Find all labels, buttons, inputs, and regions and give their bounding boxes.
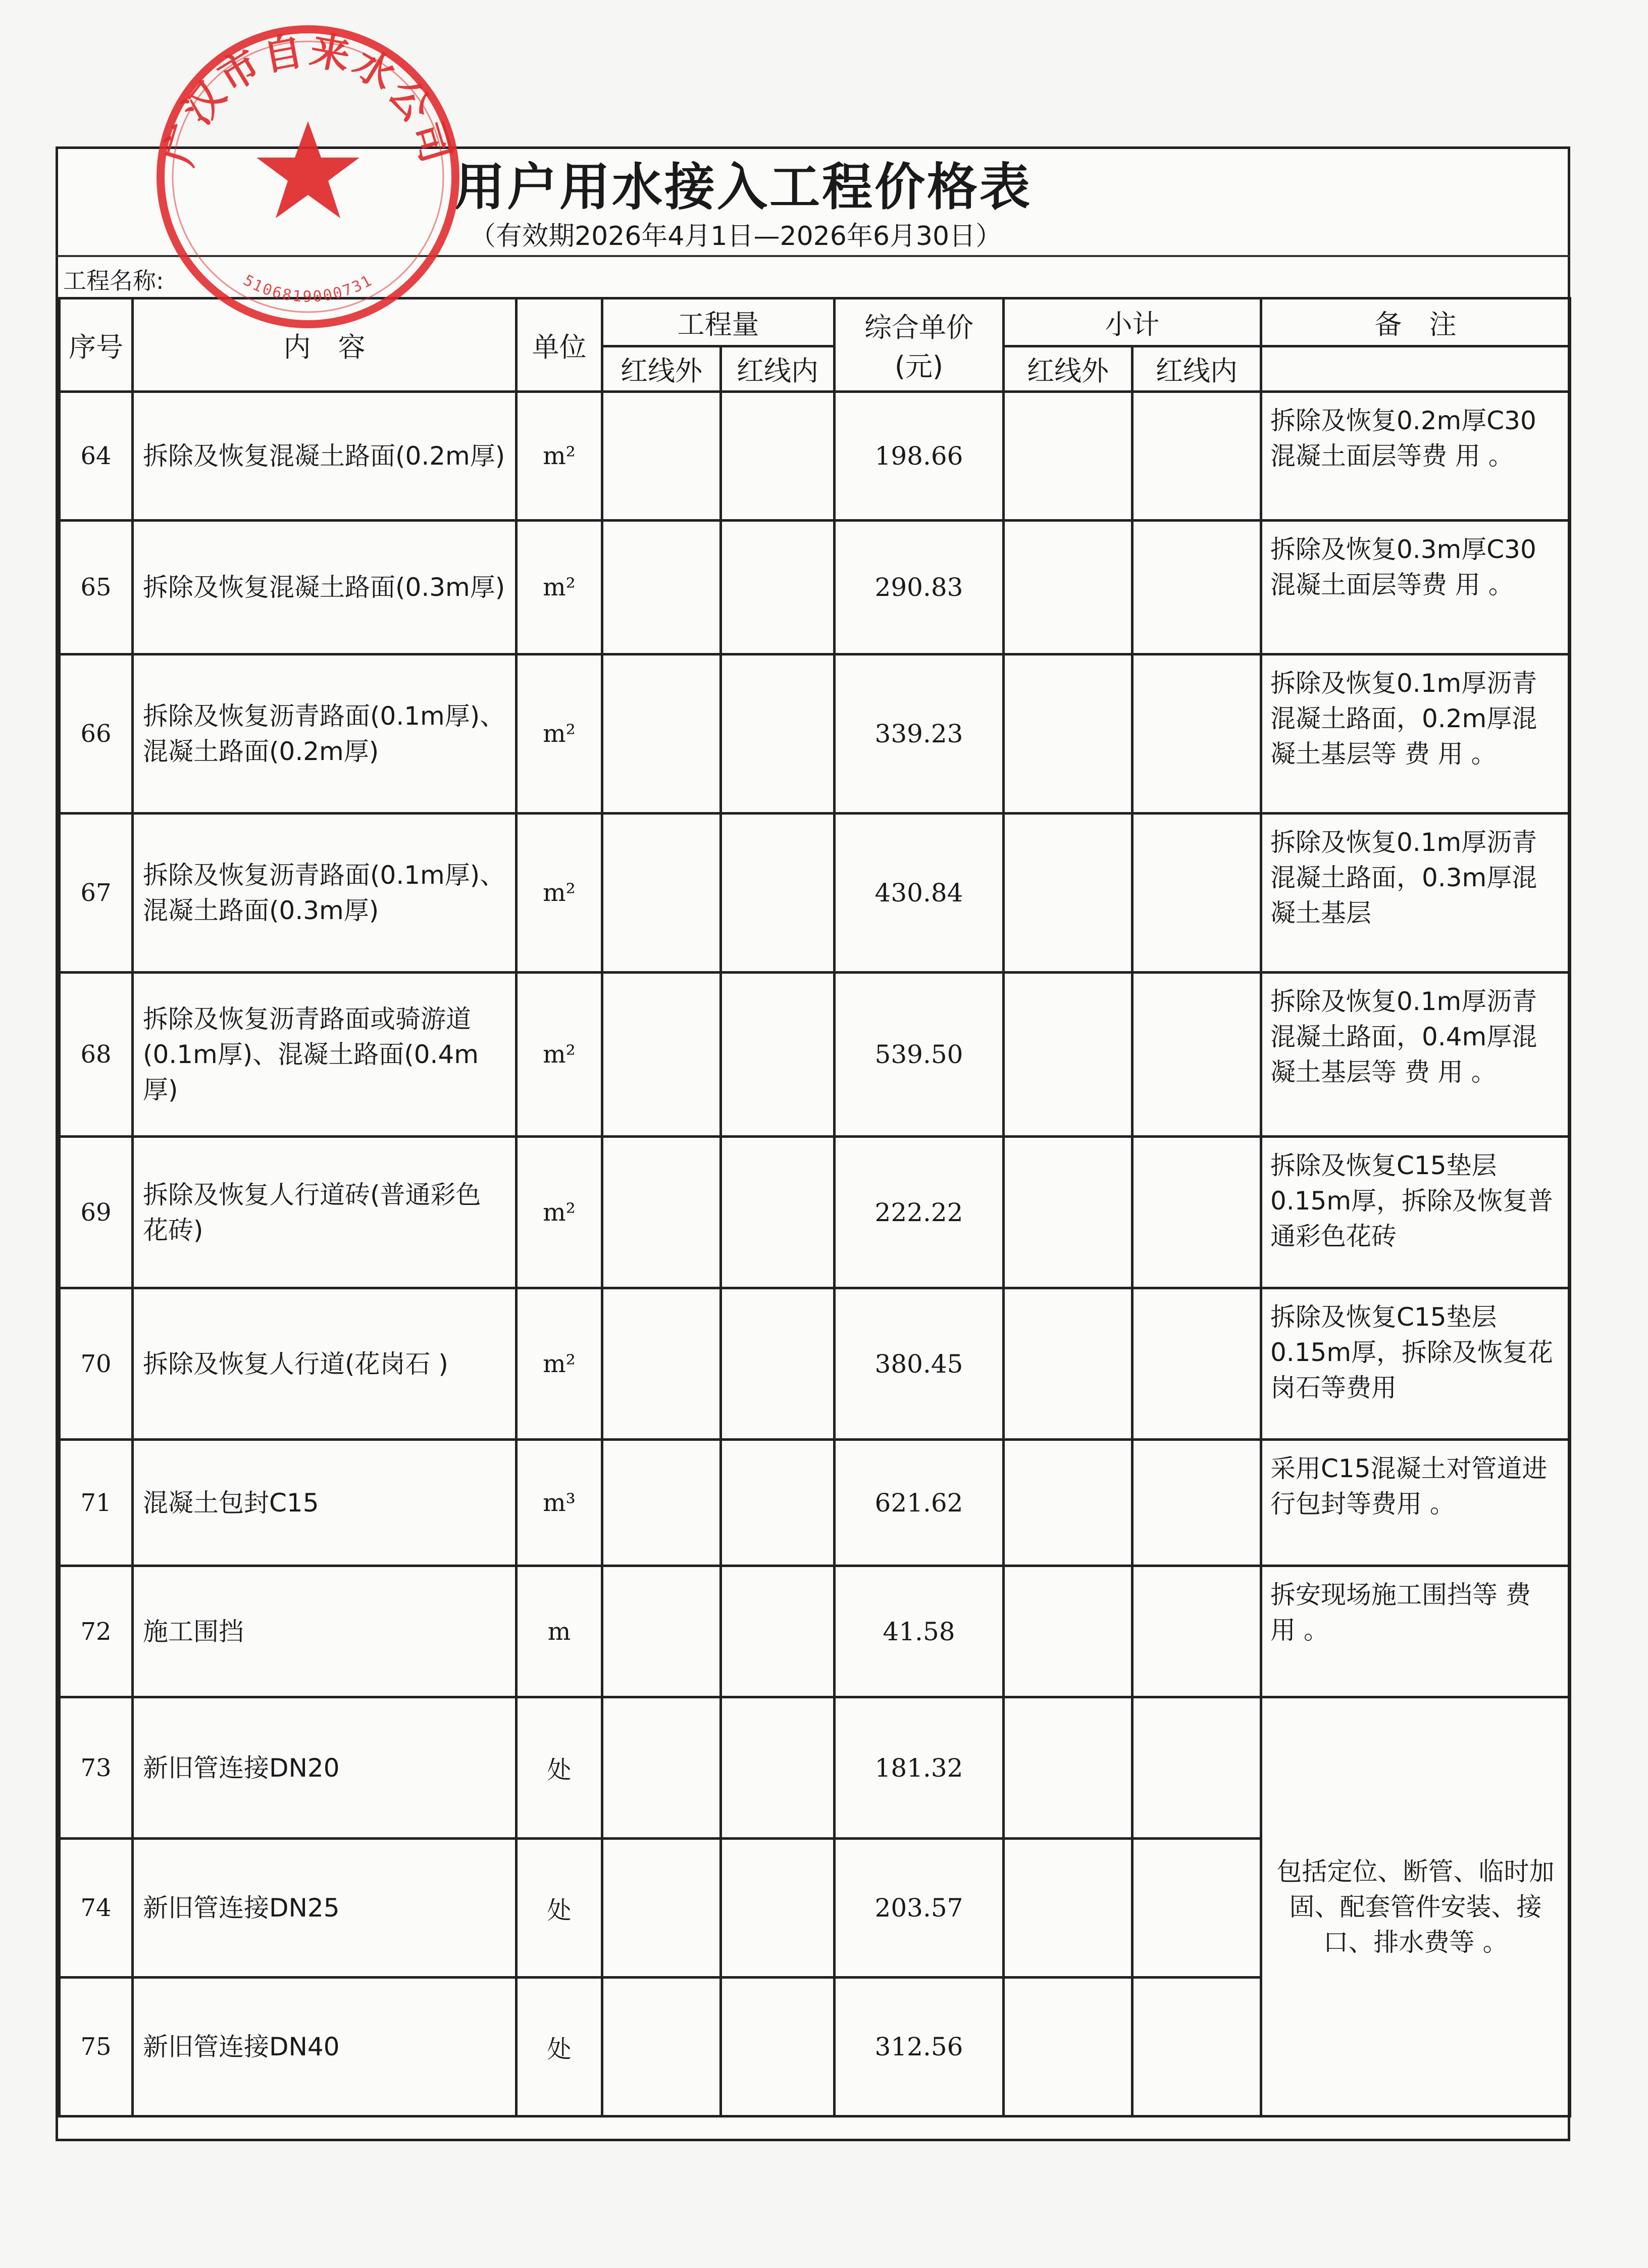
row-number: 75: [60, 1978, 133, 2116]
quantity-outside-cell: [602, 1978, 721, 2116]
row-content: 拆除及恢复沥青路面(0.1m厚)、混凝土路面(0.2m厚): [133, 654, 517, 814]
quantity-inside-cell: [721, 1288, 835, 1440]
row-unit-price: 430.84: [835, 814, 1004, 973]
subtotal-inside-cell: [1132, 814, 1261, 973]
row-content: 混凝土包封C15: [133, 1440, 517, 1566]
col-header-notes: 备 注: [1261, 298, 1570, 346]
row-note: 拆除及恢复C15垫层0.15m厚，拆除及恢复花岗石等费用: [1261, 1288, 1570, 1440]
row-note: 拆除及恢复0.3m厚C30混凝土面层等费 用 。: [1261, 521, 1570, 654]
col-header-quantity-outside: 红线外: [602, 346, 721, 392]
row-note: 采用C15混凝土对管道进行包封等费用 。: [1261, 1440, 1570, 1566]
quantity-outside-cell: [602, 1440, 721, 1566]
row-unit: 处: [517, 1697, 602, 1839]
page-title: 用户用水接入工程价格表: [454, 158, 1032, 217]
row-number: 70: [60, 1288, 133, 1440]
row-number: 69: [60, 1137, 133, 1288]
table-row: [60, 1288, 1570, 1440]
row-unit: m²: [517, 1288, 602, 1440]
row-note: 拆除及恢复0.1m厚沥青混凝土路面，0.4m厚混凝土基层等 费 用 。: [1261, 973, 1570, 1137]
subtotal-inside-cell: [1132, 973, 1261, 1137]
row-unit: m²: [517, 521, 602, 654]
quantity-inside-cell: [721, 1137, 835, 1288]
row-content: 拆除及恢复沥青路面(0.1m厚)、混凝土路面(0.3m厚): [133, 814, 517, 973]
subtotal-outside-cell: [1004, 1839, 1132, 1978]
subtotal-inside-cell: [1132, 521, 1261, 654]
row-unit-price: 339.23: [835, 654, 1004, 814]
subtotal-inside-cell: [1132, 1440, 1261, 1566]
unit-price-unit: (元): [894, 350, 944, 382]
table-row: [60, 654, 1570, 814]
row-unit: m³: [517, 1440, 602, 1566]
row-number: 65: [60, 521, 133, 654]
subtotal-inside-cell: [1132, 1978, 1261, 2116]
subtotal-outside-cell: [1004, 1978, 1132, 2116]
col-header-content: 内 容: [133, 298, 517, 392]
row-unit-price: 312.56: [835, 1978, 1004, 2116]
table-row: [60, 1137, 1570, 1288]
col-header-seq: 序号: [60, 298, 133, 392]
row-unit: 处: [517, 1978, 602, 2116]
table-row: [60, 1440, 1570, 1566]
quantity-inside-cell: [721, 1566, 835, 1697]
col-header-quantity: 工程量: [602, 298, 835, 346]
row-note: 拆除及恢复0.2m厚C30混凝土面层等费 用 。: [1261, 392, 1570, 521]
price-table: [58, 297, 1571, 2118]
merged-note: 包括定位、断管、临时加固、配套管件安装、接口、排水费等 。: [1261, 1697, 1570, 2116]
subtotal-outside-cell: [1004, 654, 1132, 814]
quantity-inside-cell: [721, 654, 835, 814]
quantity-outside-cell: [602, 521, 721, 654]
row-unit-price: 290.83: [835, 521, 1004, 654]
row-number: 64: [60, 392, 133, 521]
unit-price-label: 综合单价: [864, 312, 973, 343]
table-row: [60, 521, 1570, 654]
table-row: [60, 1697, 1570, 1839]
subtotal-inside-cell: [1132, 392, 1261, 521]
svg-text:5106819000731: 5106819000731: [240, 271, 376, 306]
row-content: 新旧管连接DN25: [133, 1839, 517, 1978]
col-header-subtotal-inside: 红线内: [1132, 346, 1261, 392]
row-content: 拆除及恢复混凝土路面(0.3m厚): [133, 521, 517, 654]
row-number: 73: [60, 1697, 133, 1839]
subtotal-outside-cell: [1004, 1288, 1132, 1440]
row-content: 拆除及恢复沥青路面或骑游道(0.1m厚)、混凝土路面(0.4m厚): [133, 973, 517, 1137]
row-unit-price: 41.58: [835, 1566, 1004, 1697]
row-content: 新旧管连接DN20: [133, 1697, 517, 1839]
quantity-outside-cell: [602, 1566, 721, 1697]
row-content: 拆除及恢复混凝土路面(0.2m厚): [133, 392, 517, 521]
col-header-notes-blank: [1261, 346, 1570, 392]
quantity-inside-cell: [721, 973, 835, 1137]
col-header-quantity-inside: 红线内: [721, 346, 835, 392]
quantity-outside-cell: [602, 392, 721, 521]
subtotal-inside-cell: [1132, 1697, 1261, 1839]
row-number: 74: [60, 1839, 133, 1978]
row-unit-price: 203.57: [835, 1839, 1004, 1978]
row-content: 新旧管连接DN40: [133, 1978, 517, 2116]
subtotal-outside-cell: [1004, 392, 1132, 521]
row-unit: m²: [517, 973, 602, 1137]
table-row: [60, 392, 1570, 521]
subtotal-inside-cell: [1132, 1288, 1261, 1440]
row-unit-price: 222.22: [835, 1137, 1004, 1288]
subtotal-outside-cell: [1004, 1566, 1132, 1697]
row-number: 67: [60, 814, 133, 973]
row-note: 拆安现场施工围挡等 费 用 。: [1261, 1566, 1570, 1697]
company-seal: [151, 20, 465, 333]
row-unit: m²: [517, 654, 602, 814]
col-header-unit: 单位: [517, 298, 602, 392]
row-note: 拆除及恢复0.1m厚沥青混凝土路面，0.3m厚混凝土基层: [1261, 814, 1570, 973]
table-row: [60, 1566, 1570, 1697]
subtotal-inside-cell: [1132, 1839, 1261, 1978]
col-header-subtotal: 小计: [1004, 298, 1261, 346]
row-number: 68: [60, 973, 133, 1137]
subtotal-outside-cell: [1004, 1137, 1132, 1288]
subtotal-outside-cell: [1004, 814, 1132, 973]
row-content: 拆除及恢复人行道(花岗石 ): [133, 1288, 517, 1440]
quantity-outside-cell: [602, 1697, 721, 1839]
row-unit-price: 181.32: [835, 1697, 1004, 1839]
quantity-outside-cell: [602, 1288, 721, 1440]
row-unit: m: [517, 1566, 602, 1697]
subtotal-outside-cell: [1004, 1697, 1132, 1839]
table-row: [60, 973, 1570, 1137]
quantity-outside-cell: [602, 1839, 721, 1978]
col-header-unit-price: [835, 298, 1004, 392]
row-unit-price: 198.66: [835, 392, 1004, 521]
row-number: 71: [60, 1440, 133, 1566]
validity-period: （有效期2026年4月1日—2026年6月30日）: [470, 221, 1002, 251]
quantity-inside-cell: [721, 392, 835, 521]
quantity-outside-cell: [602, 814, 721, 973]
row-content: 拆除及恢复人行道砖(普通彩色花砖): [133, 1137, 517, 1288]
subtotal-outside-cell: [1004, 1440, 1132, 1566]
row-unit-price: 380.45: [835, 1288, 1004, 1440]
subtotal-outside-cell: [1004, 973, 1132, 1137]
row-number: 66: [60, 654, 133, 814]
project-name-label: 工程名称:: [63, 267, 164, 294]
quantity-outside-cell: [602, 1137, 721, 1288]
row-unit-price: 621.62: [835, 1440, 1004, 1566]
row-note: 拆除及恢复0.1m厚沥青混凝土路面，0.2m厚混凝土基层等 费 用 。: [1261, 654, 1570, 814]
row-unit: m²: [517, 1137, 602, 1288]
quantity-outside-cell: [602, 654, 721, 814]
row-unit: m²: [517, 814, 602, 973]
row-number: 72: [60, 1566, 133, 1697]
star-icon: [256, 121, 359, 218]
quantity-inside-cell: [721, 814, 835, 973]
quantity-inside-cell: [721, 1839, 835, 1978]
svg-text:广汉市自来水公司: 广汉市自来水公司: [156, 27, 460, 171]
col-header-subtotal-outside: 红线外: [1004, 346, 1132, 392]
subtotal-inside-cell: [1132, 1566, 1261, 1697]
subtotal-outside-cell: [1004, 521, 1132, 654]
row-unit-price: 539.50: [835, 973, 1004, 1137]
quantity-inside-cell: [721, 1697, 835, 1839]
table-row: [60, 814, 1570, 973]
subtotal-inside-cell: [1132, 654, 1261, 814]
subtotal-inside-cell: [1132, 1137, 1261, 1288]
row-unit: 处: [517, 1839, 602, 1978]
quantity-inside-cell: [721, 1978, 835, 2116]
row-content: 施工围挡: [133, 1566, 517, 1697]
quantity-inside-cell: [721, 521, 835, 654]
row-note: 拆除及恢复C15垫层0.15m厚，拆除及恢复普通彩色花砖: [1261, 1137, 1570, 1288]
quantity-inside-cell: [721, 1440, 835, 1566]
row-unit: m²: [517, 392, 602, 521]
quantity-outside-cell: [602, 973, 721, 1137]
